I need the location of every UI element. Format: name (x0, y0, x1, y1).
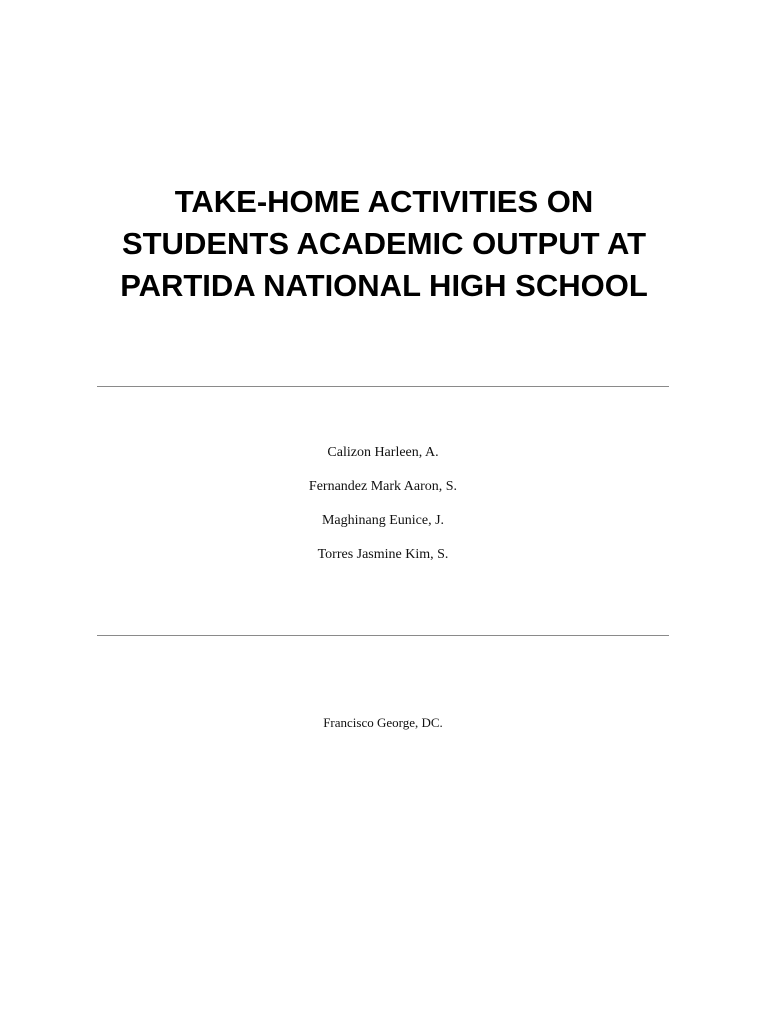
document-title (60, 181, 708, 307)
title-line: PARTIDA NATIONAL HIGH SCHOOL (120, 268, 648, 303)
adviser-name: Francisco George, DC. (323, 715, 443, 730)
title-line: TAKE-HOME ACTIVITIES ON (174, 184, 594, 219)
top-divider (97, 386, 669, 387)
author-list (97, 441, 669, 577)
bottom-divider (97, 635, 669, 636)
author-name: Calizon Harleen, A. (327, 445, 439, 460)
title-line: STUDENTS ACADEMIC OUTPUT AT (121, 226, 647, 261)
author-name: Maghinang Eunice, J. (321, 513, 445, 528)
author-name: Torres Jasmine Kim, S. (317, 547, 449, 562)
author-name: Fernandez Mark Aaron, S. (308, 479, 458, 494)
